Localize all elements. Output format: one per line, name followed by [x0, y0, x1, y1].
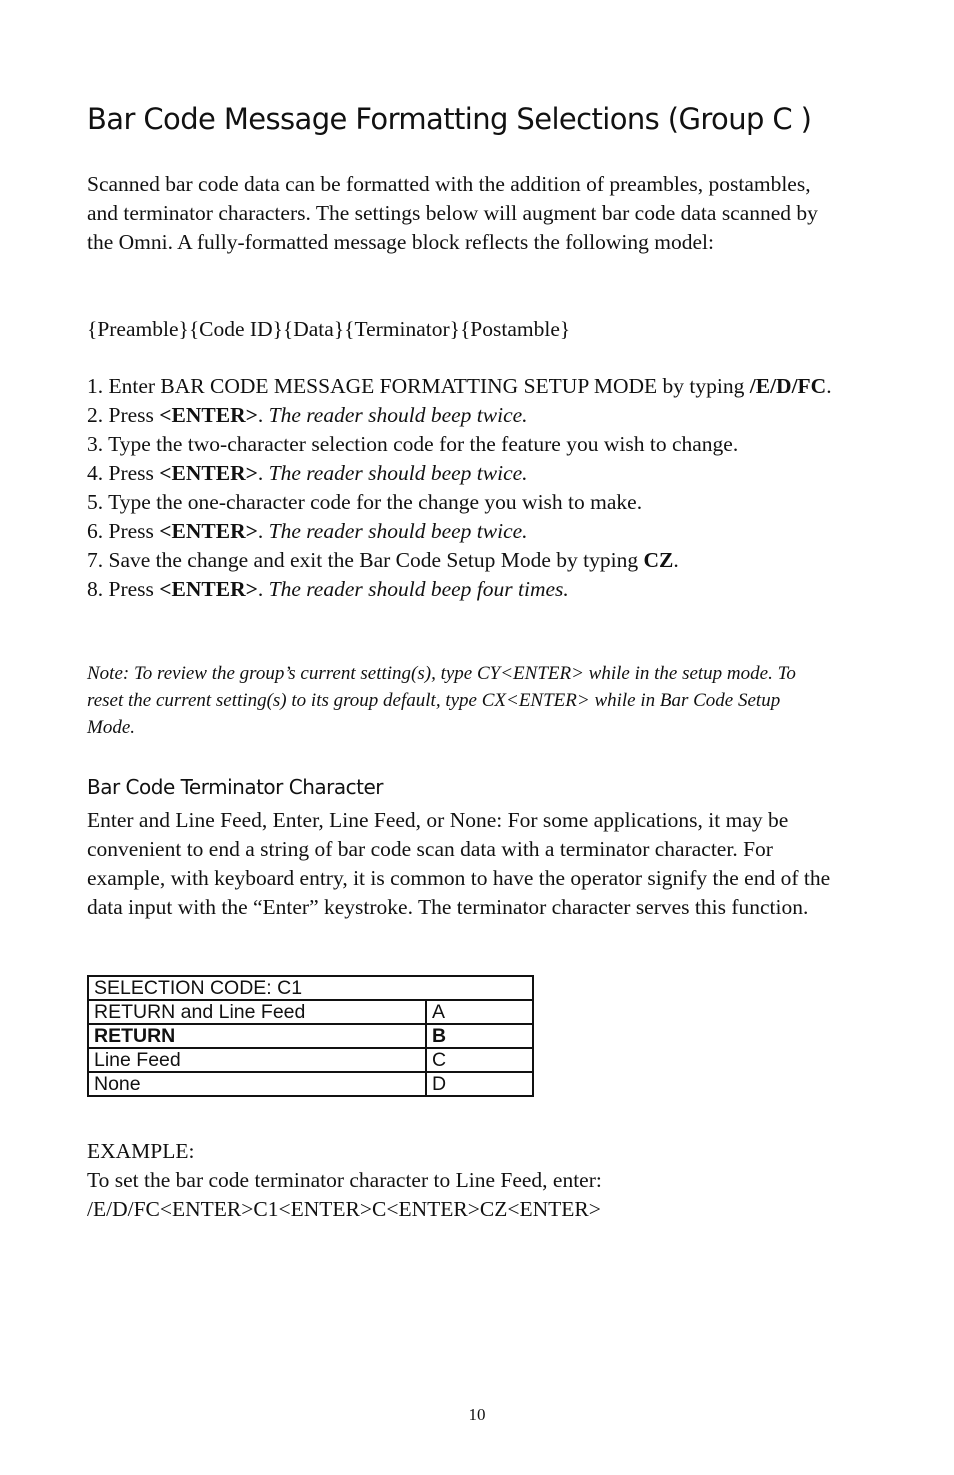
- example-command: /E/D/FC<ENTER>C1<ENTER>C<ENTER>CZ<ENTER>: [87, 1197, 601, 1221]
- step-8-key: <ENTER>: [159, 577, 258, 601]
- page-title: Bar Code Message Formatting Selections (Group C ): [87, 102, 812, 136]
- step-1-end: .: [826, 374, 832, 398]
- option-code: D: [426, 1072, 533, 1096]
- example-instruction: To set the bar code terminator character to Line Feed, enter:: [87, 1168, 602, 1192]
- step-2-sep: .: [257, 403, 269, 427]
- setup-steps-list: [87, 372, 832, 604]
- step-8-text: 8. Press: [87, 577, 160, 601]
- option-label: Line Feed: [88, 1048, 426, 1072]
- step-3-text: 3. Type the two-character selection code for the feature you wish to change.: [87, 432, 739, 456]
- step-6-key: <ENTER>: [159, 519, 258, 543]
- step-4-key: <ENTER>: [159, 461, 258, 485]
- step-4-sep: .: [257, 461, 269, 485]
- option-code: B: [426, 1024, 533, 1048]
- step-8: [87, 575, 832, 604]
- message-model: {Preamble}{Code ID}{Data}{Terminator}{Postamble}: [87, 317, 571, 341]
- step-4-text: 4. Press: [87, 461, 160, 485]
- table-row-default: [88, 1024, 533, 1048]
- step-7-command: CZ: [643, 548, 674, 572]
- step-6: [87, 517, 832, 546]
- step-2-key: <ENTER>: [159, 403, 258, 427]
- option-label: RETURN: [88, 1024, 426, 1048]
- table-header: SELECTION CODE: C1: [88, 976, 533, 1000]
- step-3: [87, 430, 832, 459]
- step-8-result: The reader should beep four times.: [268, 577, 569, 601]
- step-7-end: .: [673, 548, 679, 572]
- table-row: [88, 1000, 533, 1024]
- section-heading: Bar Code Terminator Character: [87, 775, 383, 799]
- step-5-text: 5. Type the one-character code for the change you wish to make.: [87, 490, 643, 514]
- option-code: A: [426, 1000, 533, 1024]
- step-6-text: 6. Press: [87, 519, 160, 543]
- step-2-text: 2. Press: [87, 403, 160, 427]
- terminator-description: Enter and Line Feed, Enter, Line Feed, or None: For some applications, it may be convenient to end a string of bar code scan data with a terminator character. For example, with keyboard entry, it is common to have the operator signify the end of the data input with the “Enter” keystroke. The terminator character serves this function.: [87, 808, 831, 919]
- step-7-text: 7. Save the change and exit the Bar Code Setup Mode by typing: [87, 548, 644, 572]
- step-4-result: The reader should beep twice.: [268, 461, 528, 485]
- table-row: [88, 1072, 533, 1096]
- step-8-sep: .: [257, 577, 269, 601]
- table-row: [88, 1048, 533, 1072]
- step-1-text: 1. Enter BAR CODE MESSAGE FORMATTING SETUP MODE by typing: [87, 374, 750, 398]
- selection-code-table: [87, 975, 534, 1097]
- example-label: EXAMPLE:: [87, 1139, 195, 1163]
- step-5: [87, 488, 832, 517]
- step-4: [87, 459, 832, 488]
- step-7: [87, 546, 832, 575]
- page-number: 10: [468, 1405, 486, 1424]
- table-header-row: [88, 976, 533, 1000]
- step-6-sep: .: [257, 519, 269, 543]
- step-2-result: The reader should beep twice.: [268, 403, 528, 427]
- option-label: RETURN and Line Feed: [88, 1000, 426, 1024]
- step-2: [87, 401, 832, 430]
- intro-paragraph: Scanned bar code data can be formatted with the addition of preambles, postambles, and terminator characters. The settings below will augment bar code data scanned by the Omni. A fully-formatted message block reflects the following model:: [87, 172, 818, 254]
- option-code: C: [426, 1048, 533, 1072]
- setup-note: Note: To review the group’s current setting(s), type CY<ENTER> while in the setup mode. To reset the current setting(s) to its group default, type CX<ENTER> while in Bar Code Setup Mode.: [87, 663, 796, 738]
- step-1-command: /E/D/FC: [749, 374, 827, 398]
- option-label: None: [88, 1072, 426, 1096]
- example-block: [87, 1137, 832, 1224]
- step-1: [87, 372, 832, 401]
- step-6-result: The reader should beep twice.: [268, 519, 528, 543]
